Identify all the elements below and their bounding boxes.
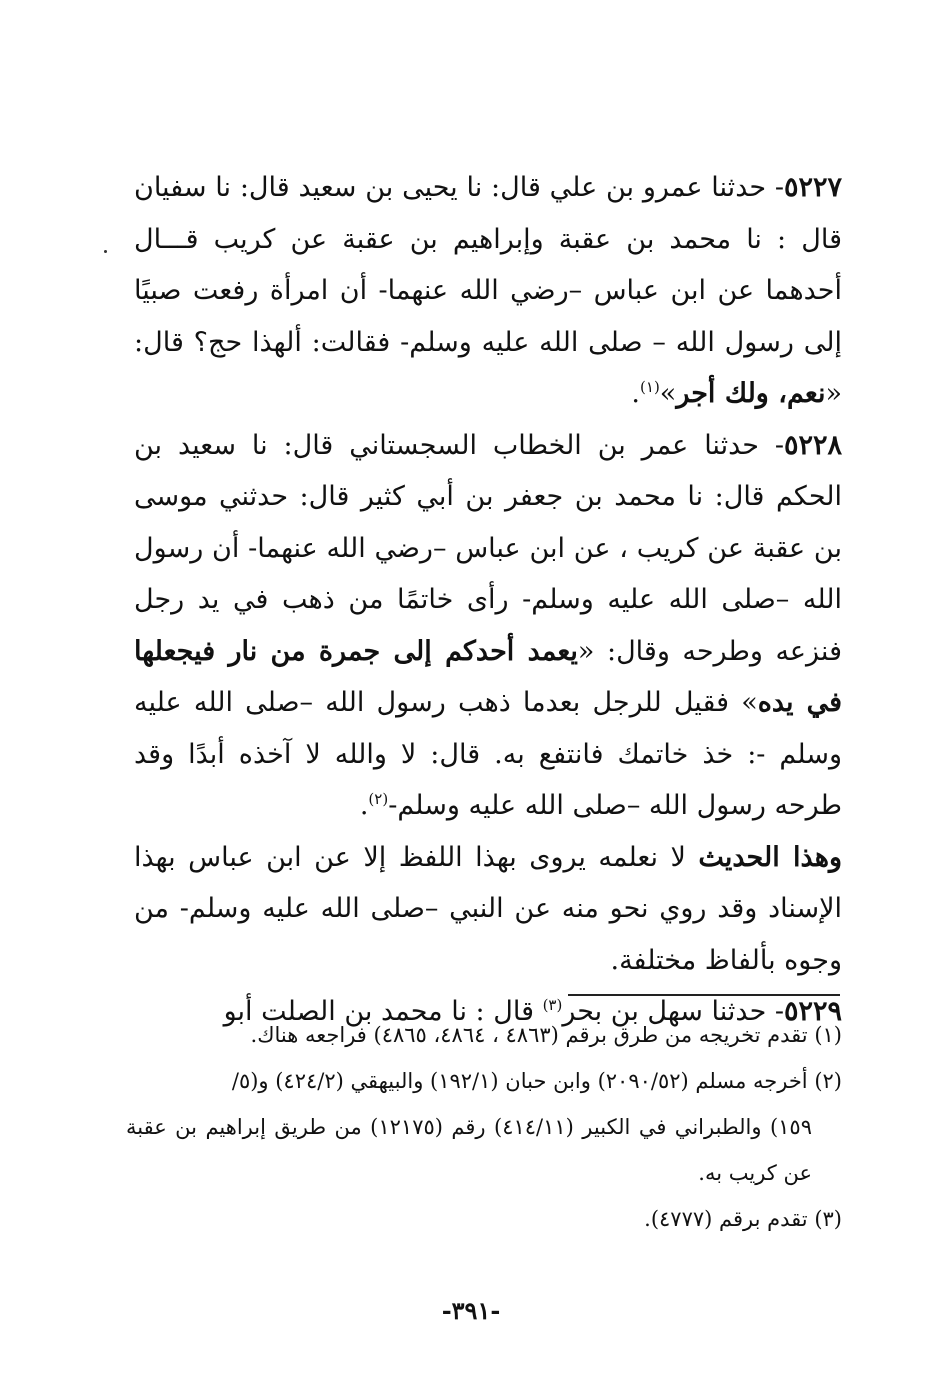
hadith-text: فقيل للرجل بعدما [522, 687, 742, 718]
main-text [134, 162, 842, 1038]
period: . [631, 378, 641, 409]
quote-mark: » [741, 687, 758, 718]
hadith-text: - حدثنا عمرو بن علي قال: نا يحيى بن سعيد قال: نا [215, 172, 784, 203]
footnote-3: (٣) تقدم برقم (٤٧٧٧). [644, 1207, 842, 1231]
commentary-text: لا نعلمه يروى بهذا اللفظ إلا عن ابن عباس بهذا الإسناد وقد روي نحو منه عن النبي –صلى الله عليه وسلم- من وجوه بألفاظ مختلفة. [134, 841, 842, 976]
hadith-text: عن كريب ، عن ابن عباس –رضي الله عنهما- أن رسول الله –صلى الله [134, 532, 842, 615]
hadith-text: الحكم قال: نا محمد بن جعفر بن أبي كثير قال: حدثني موسى بن عقبة [134, 481, 842, 564]
hadith-number: ٥٢٢٩ [783, 996, 842, 1027]
hadith-text: ذهب رسول الله –صلى الله عليه وسلم -: خذ خاتمك فانتفع به. قال: لا [134, 687, 842, 770]
page-number: -٣٩١- [441, 1296, 501, 1325]
hadith-text: - حدثنا سهل بن بحر [562, 996, 784, 1027]
hadith-text: قال : نا محمد بن الصلت أبو [223, 996, 543, 1027]
hadith-bold-quote: يعمد أحدكم إلى جمرة من نار فيجعلها في يده [134, 635, 842, 718]
footnote-1: (١) تقدم تخريجه من طرق برقم (٤٨٦٣ ، ٤٨٦٤، ٤٨٦٥) فراجعه هناك. [250, 1023, 842, 1047]
footnote-ref[interactable]: (٢) [368, 790, 389, 808]
footnote-divider [568, 994, 840, 996]
footnote-2 [126, 1058, 842, 1196]
hadith-bold-quote: نعم، ولك أجر [676, 378, 826, 409]
hadith-text: - حدثنا عمر بن الخطاب السجستاني قال: نا سعيد بن [134, 429, 784, 461]
period: . [359, 790, 369, 821]
hadith-text: والله لا آخذه أبدًا وقد طرحه رسول الله –صلى الله عليه وسلم- [134, 738, 842, 821]
footnotes [126, 1012, 842, 1242]
hadith-text: أحدهما عن ابن عباس –رضي الله عنهما- أن امرأة رفعت صبيًا إلى [134, 275, 842, 358]
hadith-text: رسول الله – صلى الله عليه وسلم- فقالت: ألهذا حج؟ قال: « [134, 326, 842, 409]
quote-mark: « [577, 635, 595, 667]
scan-speck [104, 250, 107, 253]
hadith-number: ٥٢٢٧ [783, 172, 842, 203]
commentary-bold: وهذا الحديث [698, 841, 842, 873]
footnote-2-line-1: (٢) أخرجه مسلم (٢٠٩٠/٥٢) وابن حبان (١٩٢/١) والبيهقي (٤٢٤/٢) و(٥/ [231, 1069, 842, 1093]
footnote-ref[interactable]: (٣) [542, 996, 563, 1014]
commentary [134, 832, 842, 987]
hadith-text: سفيان قال : نا محمد بن عقبة وإبراهيم بن عقبة عن كريب قـــال [134, 172, 842, 255]
hadith-5228 [134, 420, 842, 832]
footnote-ref[interactable]: (١) [640, 378, 660, 396]
hadith-number: ٥٢٢٨ [783, 429, 842, 461]
hadith-text: عليه وسلم- رأى خاتمًا من ذهب في يد رجل فنزعه وطرحه وقال: [134, 584, 842, 667]
hadith-5227 [134, 162, 842, 420]
footnote-2-continuation: ١٥٩) والطبراني في الكبير (٤١٤/١١) رقم (١٢١٧٥) من طريق إبراهيم بن عقبة عن كريب به. [126, 1115, 812, 1185]
quote-mark: » [659, 378, 677, 409]
